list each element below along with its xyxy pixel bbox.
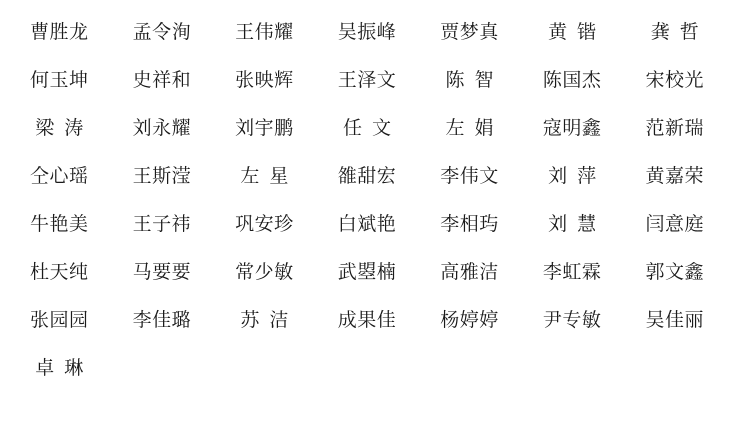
name-cell: 李佳璐 [132,308,192,331]
name-cell: 龚哲 [650,20,709,43]
name-cell: 史祥和 [132,68,192,91]
name-cell: 闫意庭 [645,212,704,235]
name-cell: 刘宇鹏 [235,116,294,139]
name-cell: 吴佳丽 [645,308,704,331]
name-cell: 梁涛 [35,116,94,139]
name-cell: 何玉坤 [30,68,89,91]
name-cell: 王泽文 [337,68,397,91]
name-cell: 陈智 [445,68,504,91]
name-cell: 卓琳 [35,356,94,379]
name-cell: 寇明鑫 [542,116,602,139]
name-cell: 成果佳 [337,308,397,331]
name-cell: 王斯滢 [132,164,192,187]
name-cell: 杨婷婷 [440,308,499,331]
name-cell: 苏洁 [240,308,299,331]
name-cell: 牛艳美 [30,212,89,235]
name-cell: 李伟文 [440,164,499,187]
name-cell: 张园园 [30,308,89,331]
name-cell: 高雅洁 [440,260,499,283]
name-cell: 杜天纯 [30,260,89,283]
name-list-grid [8,6,726,390]
name-cell: 白斌艳 [337,212,397,235]
name-cell: 刘萍 [548,164,607,187]
name-cell: 左娟 [445,116,504,139]
name-cell: 李虹霖 [542,260,602,283]
name-cell: 刘永耀 [132,116,192,139]
name-cell: 任文 [342,116,401,139]
name-cell: 宋校光 [645,68,704,91]
name-cell: 常少敏 [235,260,294,283]
name-cell: 左星 [240,164,299,187]
name-cell: 李相玙 [440,212,499,235]
name-cell: 王伟耀 [235,20,294,43]
name-cell: 武曌楠 [337,260,397,283]
name-cell: 马要要 [132,260,192,283]
name-cell: 吴振峰 [337,20,397,43]
name-cell: 黄嘉荣 [645,164,704,187]
name-cell: 黄锴 [548,20,607,43]
name-cell: 范新瑞 [645,116,704,139]
name-cell: 巩安珍 [235,212,294,235]
name-cell: 曹胜龙 [30,20,89,43]
name-cell: 陈国杰 [542,68,602,91]
name-cell: 郭文鑫 [645,260,704,283]
name-cell: 仝心瑶 [30,164,89,187]
name-cell: 王子祎 [132,212,192,235]
name-cell: 孟令洵 [132,20,192,43]
name-cell: 刘慧 [548,212,607,235]
name-cell: 张映辉 [235,68,294,91]
name-cell: 雒甜宏 [337,164,397,187]
name-cell: 尹专敏 [542,308,602,331]
name-cell: 贾梦真 [440,20,499,43]
